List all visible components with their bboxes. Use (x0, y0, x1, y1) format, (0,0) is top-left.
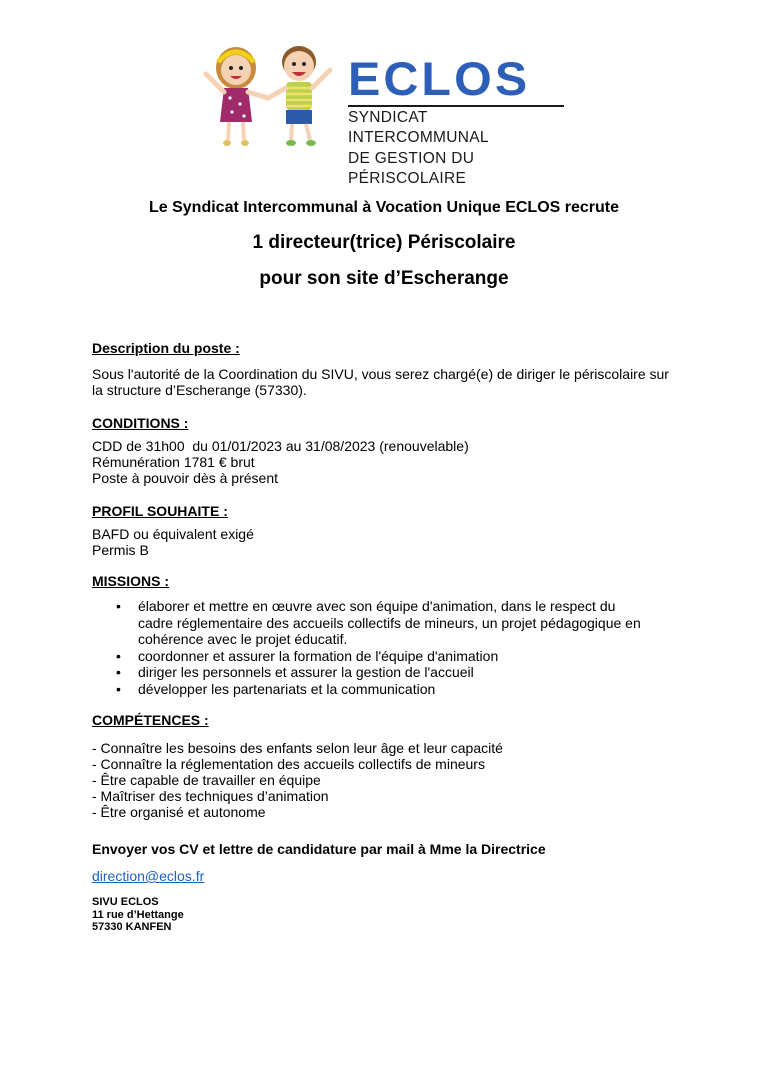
bullet-icon: • (116, 664, 121, 680)
brand-subtitle-2: DE GESTION DU PÉRISCOLAIRE (348, 150, 475, 187)
competence-line: - Être organisé et autonome (92, 804, 266, 820)
bullet-icon: • (116, 598, 121, 614)
section-title-conditions: CONDITIONS : (92, 415, 189, 431)
list-item (92, 681, 692, 698)
description-line-2: la structure d’Escherange (57330). (92, 382, 307, 398)
profil-line: BAFD ou équivalent exigé (92, 526, 254, 542)
mission-text: diriger les personnels et assurer la gestion de l'accueil (138, 664, 474, 680)
section-title-competences: COMPÉTENCES : (92, 712, 209, 728)
competence-line: - Connaître les besoins des enfants selon leur âge et leur capacité (92, 740, 503, 756)
description-line-1: Sous l'autorité de la Coordination du SIVU, vous serez chargé(e) de diriger le périscolaire sur (92, 366, 669, 382)
conditions-line: CDD de 31h00 du 01/01/2023 au 31/08/2023 (renouvelable) (92, 438, 469, 454)
mission-text: cadre réglementaire des accueils collectifs de mineurs, un projet pédagogique en (138, 614, 641, 631)
list-item (92, 598, 692, 648)
application-instructions: Envoyer vos CV et lettre de candidature par mail à Mme la Directrice (92, 841, 546, 857)
mission-text: cohérence avec le projet éducatif. (138, 631, 348, 647)
heading-job-title: 1 directeur(trice) Périscolaire (252, 232, 516, 253)
brand-divider (348, 105, 564, 107)
conditions-line: Rémunération 1781 € brut (92, 454, 255, 470)
address-line: 11 rue d’Hettange (92, 908, 184, 921)
address-line: SIVU ECLOS (92, 896, 159, 908)
competence-line: - Connaître la réglementation des accueils collectifs de mineurs (92, 756, 485, 772)
section-title-missions: MISSIONS : (92, 573, 170, 589)
brand-block (348, 52, 570, 189)
list-item (92, 664, 692, 681)
profil-line: Permis B (92, 542, 149, 558)
section-title-profil: PROFIL SOUHAITE : (92, 503, 228, 519)
bullet-icon: • (116, 680, 121, 697)
mission-text: coordonner et assurer la formation de l'équipe d'animation (138, 647, 499, 664)
eclos-logo (198, 40, 570, 187)
job-offer-content (92, 340, 692, 934)
section-title-description: Description du poste : (92, 340, 240, 356)
brand-name: ECLOS (348, 52, 531, 105)
children-illustration-icon (198, 40, 338, 152)
email-link[interactable]: direction@eclos.fr (92, 868, 205, 884)
heading-site: pour son site d’Escherange (259, 268, 509, 289)
brand-subtitle-1: SYNDICAT INTERCOMMUNAL (348, 109, 489, 146)
heading-recruiter: Le Syndicat Intercommunal à Vocation Unique ECLOS recrute (148, 199, 620, 216)
competence-line: - Être capable de travailler en équipe (92, 772, 321, 788)
mission-text: élaborer et mettre en œuvre avec son équipe d'animation, dans le respect du (138, 598, 616, 614)
bullet-icon: • (116, 647, 121, 664)
missions-list (92, 598, 692, 697)
list-item (92, 648, 692, 665)
mission-text: développer les partenariats et la communication (138, 680, 436, 697)
competence-line: - Maîtriser des techniques d’animation (92, 788, 329, 804)
address-line: 57330 KANFEN (92, 921, 172, 933)
conditions-line: Poste à pouvoir dès à présent (92, 470, 279, 486)
